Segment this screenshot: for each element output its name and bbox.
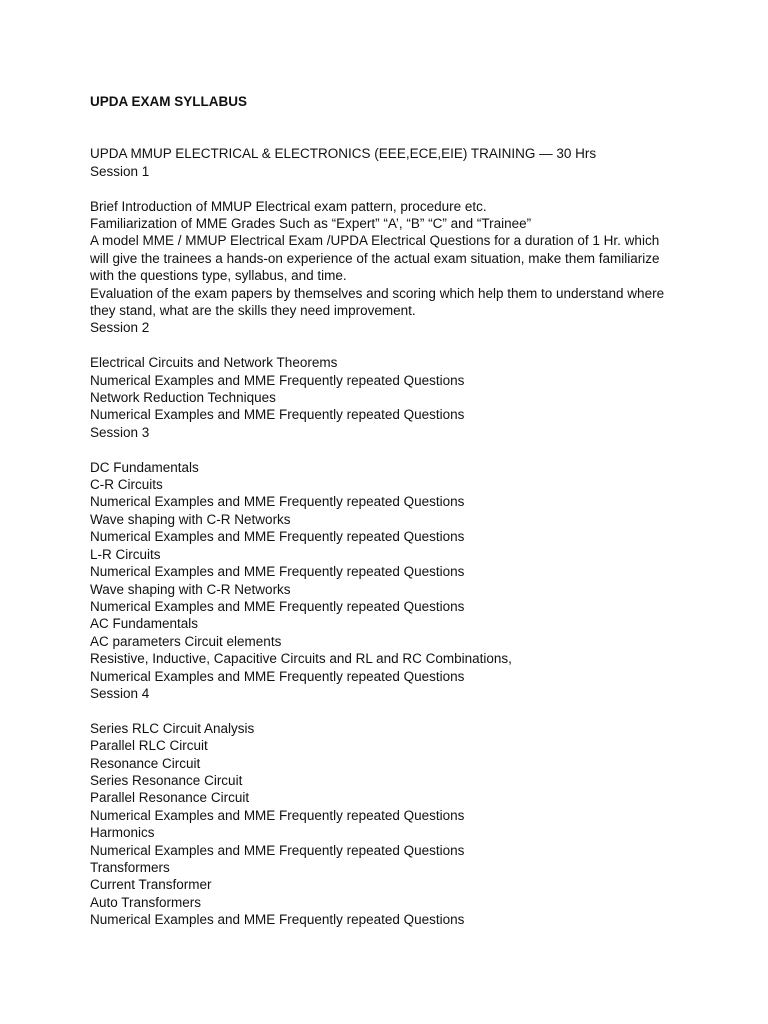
text-line: C-R Circuits [90, 477, 163, 493]
text-line: Wave shaping with C-R Networks [90, 511, 291, 527]
text-line: Wave shaping with C-R Networks [90, 581, 291, 597]
blank-line [90, 441, 710, 458]
text-line: AC Fundamentals [90, 616, 199, 632]
text-line: they stand, what are the skills they need improvement. [90, 303, 416, 319]
text-line: Auto Transformers [90, 894, 202, 910]
text-line: DC Fundamentals [90, 459, 199, 475]
text-line: Numerical Examples and MME Frequently repeated Questions [90, 372, 465, 388]
text-line: Series RLC Circuit Analysis [90, 720, 255, 736]
text-line: Transformers [90, 860, 170, 875]
text-line: will give the trainees a hands-on experience of the actual exam situation, make them familiarize [90, 250, 660, 266]
text-line: UPDA MMUP ELECTRICAL & ELECTRONICS (EEE,ECE,EIE) TRAINING — 30 Hrs [90, 146, 597, 162]
text-line: Evaluation of the exam papers by themselves and scoring which help them to understand where [90, 285, 665, 301]
text-line: Numerical Examples and MME Frequently repeated Questions [90, 564, 465, 580]
text-line: A model MME / MMUP Electrical Exam /UPDA Electrical Questions for a duration of 1 Hr. which [90, 233, 660, 249]
session-heading: Session 4 [90, 685, 150, 701]
text-line: AC parameters Circuit elements [90, 633, 282, 649]
text-line: with the questions type, syllabus, and time. [90, 268, 347, 284]
text-line: Brief Introduction of MMUP Electrical exam pattern, procedure etc. [90, 198, 487, 214]
text-line: Resistive, Inductive, Capacitive Circuits and RL and RC Combinations, [90, 651, 512, 667]
text-line: Harmonics [90, 825, 155, 841]
text-line: Electrical Circuits and Network Theorems [90, 355, 338, 371]
text-line: Numerical Examples and MME Frequently repeated Questions [90, 529, 465, 545]
text-line: Numerical Examples and MME Frequently repeated Questions [90, 494, 465, 510]
session-heading: Session 1 [90, 163, 150, 179]
blank-line [90, 702, 710, 719]
text-line: L-R Circuits [90, 546, 161, 562]
text-line: Numerical Examples and MME Frequently repeated Questions [90, 598, 465, 614]
text-line: Resonance Circuit [90, 755, 201, 771]
text-line: Numerical Examples and MME Frequently repeated Questions [90, 668, 465, 684]
text-line: Current Transformer [90, 877, 212, 893]
blank-line [90, 337, 710, 354]
document-title: UPDA EXAM SYLLABUS [90, 94, 248, 109]
document-page [90, 93, 710, 929]
text-line: Numerical Examples and MME Frequently repeated Questions [90, 912, 465, 928]
text-line: Network Reduction Techniques [90, 390, 276, 406]
text-line: Parallel RLC Circuit [90, 738, 208, 754]
title-spacer [90, 110, 710, 145]
text-line: Familiarization of MME Grades Such as “Expert” “A’, “B” “C” and “Trainee” [90, 216, 532, 232]
text-line: Series Resonance Circuit [90, 772, 243, 788]
text-line: Parallel Resonance Circuit [90, 790, 250, 806]
session-heading: Session 2 [90, 320, 150, 336]
document-body [90, 145, 710, 928]
blank-line [90, 180, 710, 197]
text-line: Numerical Examples and MME Frequently repeated Questions [90, 807, 465, 823]
text-line: Numerical Examples and MME Frequently repeated Questions [90, 842, 465, 858]
text-line: Numerical Examples and MME Frequently repeated Questions [90, 407, 465, 423]
session-heading: Session 3 [90, 424, 150, 440]
